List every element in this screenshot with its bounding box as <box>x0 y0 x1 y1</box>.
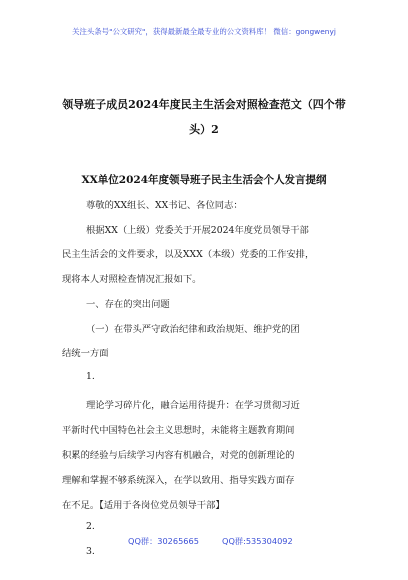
document-title-line-1: 领导班子成员2024年度民主生活会对照检查范文（四个带 <box>62 98 346 111</box>
footer-qq-group-2: QQ群:535304092 <box>222 536 293 546</box>
body-line: 平新时代中国特色社会主义思想时，未能将主题教育期间 <box>62 425 295 436</box>
body-line: 现将本人对照检查情况汇报如下。 <box>62 274 202 285</box>
footer-qq-group-1: QQ群：30265665 <box>128 536 199 546</box>
body-line: 理解和掌握不够系统深入，在学以致用、指导实践方面存 <box>62 475 295 486</box>
item-number: 3. <box>86 546 95 557</box>
section-heading: 一、存在的突出问题 <box>86 299 170 310</box>
item-number: 2. <box>86 521 95 532</box>
salutation: 尊敬的XX组长、XX书记、各位同志： <box>86 200 243 211</box>
body-line: 民主生活会的文件要求，以及XXX（本级）党委的工作安排， <box>62 249 315 260</box>
body-line: 根据XX（上级）党委关于开展2024年度党员领导干部 <box>86 225 309 236</box>
body-line: 在不足。【适用于各岗位党员领导干部】 <box>62 500 225 511</box>
document-subtitle: XX单位2024年度领导班子民主生活会个人发言提纲 <box>81 174 327 186</box>
item-number: 1. <box>86 371 95 382</box>
subsection-heading: （一）在带头严守政治纪律和政治规矩、维护党的团 <box>86 324 300 335</box>
subsection-heading-cont: 结统一方面 <box>62 348 109 359</box>
body-line: 积累的经验与后续学习内容有机融合，对党的创新理论的 <box>62 450 295 461</box>
header-note: 关注头条号"公文研究"，获得最新最全最专业的公文资料库！ 微信：gongwenyj <box>72 27 336 36</box>
body-line: 理论学习碎片化，融合运用待提升：在学习贯彻习近 <box>86 400 300 411</box>
document-title-line-2: 头）2 <box>189 123 219 136</box>
